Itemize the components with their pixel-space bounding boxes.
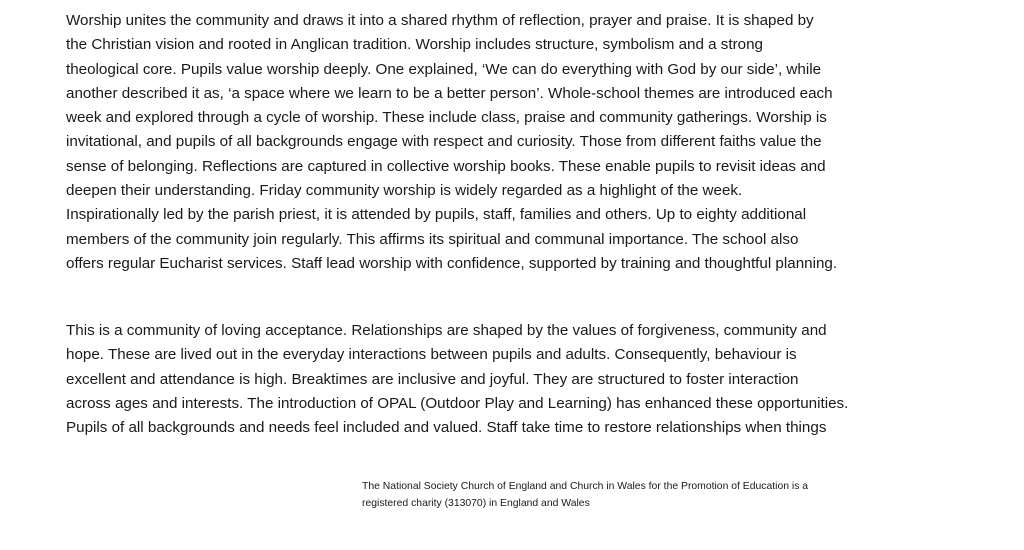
paragraph-line: excellent and attendance is high. Breaktimes are inclusive and joyful. They are structured to foster interaction — [66, 370, 799, 388]
paragraph-line: invitational, and pupils of all backgrounds engage with respect and curiosity. Those from different faiths value the — [66, 133, 822, 151]
paragraph-relationships — [66, 319, 966, 440]
paragraph-line: Inspirationally led by the parish priest, it is attended by pupils, staff, families and others. Up to eighty additional — [66, 206, 807, 224]
paragraph-worship — [66, 9, 966, 276]
footer-line: The National Society Church of England and Church in Wales for the Promotion of Education is a — [362, 481, 809, 492]
paragraph-line: This is a community of loving acceptance. Relationships are shaped by the values of forgiveness, community and — [66, 322, 827, 339]
paragraph-line: week and explored through a cycle of worship. These include class, praise and community gatherings. Worship is — [66, 109, 827, 127]
paragraph-line: theological core. Pupils value worship deeply. One explained, ‘We can do everything with God by our side’, while — [66, 60, 822, 78]
paragraph-line: Worship unites the community and draws it into a shared rhythm of reflection, prayer and praise. It is shaped by — [66, 12, 814, 29]
paragraph-line: deepen their understanding. Friday community worship is widely regarded as a highlight of the week. — [66, 182, 743, 200]
footer-charity-notice — [362, 479, 962, 512]
paragraph-line: the Christian vision and rooted in Anglican tradition. Worship includes structure, symbolism and a strong — [66, 36, 764, 54]
footer-line: registered charity (313070) in England and Wales — [362, 497, 590, 509]
paragraph-line: another described it as, ‘a space where we learn to be a better person’. Whole-school themes are introduced each — [66, 84, 833, 102]
paragraph-line: across ages and interests. The introduction of OPAL (Outdoor Play and Learning) has enhanced these opportunities. — [66, 394, 849, 412]
paragraph-line: hope. These are lived out in the everyday interactions between pupils and adults. Consequently, behaviour is — [66, 346, 797, 364]
paragraph-line: members of the community join regularly. This affirms its spiritual and communal importance. The school also — [66, 230, 799, 248]
paragraph-line: Pupils of all backgrounds and needs feel included and valued. Staff take time to restore relationships when things — [66, 419, 827, 437]
paragraph-line: offers regular Eucharist services. Staff lead worship with confidence, supported by training and thoughtful planning. — [66, 254, 838, 272]
paragraph-line: sense of belonging. Reflections are captured in collective worship books. These enable pupils to revisit ideas and — [66, 157, 826, 175]
